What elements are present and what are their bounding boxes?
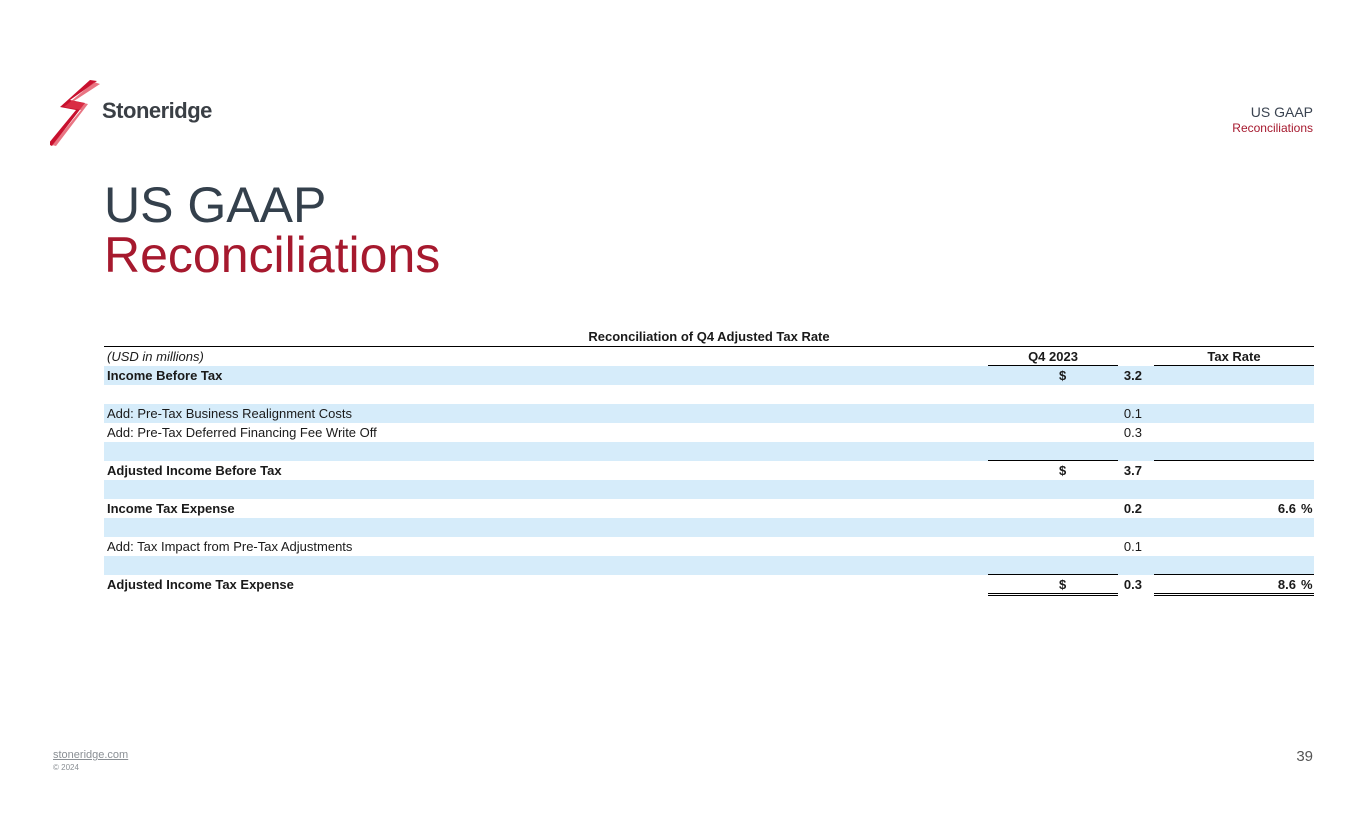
table-body xyxy=(104,366,1314,594)
footer-site-link[interactable]: stoneridge.com xyxy=(53,749,129,761)
column-header-q4: Q4 2023 xyxy=(1028,349,1078,364)
row-currency-symbol: $ xyxy=(1059,463,1067,478)
page-title-line2: Reconciliations xyxy=(104,227,441,283)
total-double-underline-tax xyxy=(1154,593,1314,596)
row-label: Income Before Tax xyxy=(107,368,223,383)
table-row xyxy=(104,385,1314,404)
row-label: Income Tax Expense xyxy=(107,501,235,516)
stoneridge-logo xyxy=(50,78,210,148)
table-title: Reconciliation of Q4 Adjusted Tax Rate xyxy=(588,329,830,344)
subtotal-line-q4 xyxy=(988,460,1118,461)
row-tax-rate-value: 6.6 xyxy=(1277,501,1296,516)
section-tag-line2: Reconciliations xyxy=(1232,121,1313,135)
table-row xyxy=(104,499,1314,518)
row-label: Adjusted Income Tax Expense xyxy=(107,577,294,592)
total-topline-tax xyxy=(1154,574,1314,575)
row-q4-value: 0.2 xyxy=(1123,501,1142,516)
table-row xyxy=(104,575,1314,594)
row-tax-rate-value: 8.6 xyxy=(1277,577,1296,592)
total-double-underline-q4 xyxy=(988,593,1118,596)
table-header-row xyxy=(104,346,1314,366)
row-percent-sign: % xyxy=(1301,577,1313,592)
section-tag-line1: US GAAP xyxy=(1250,104,1313,120)
table-row xyxy=(104,423,1314,442)
header-underline-q4 xyxy=(988,365,1118,366)
row-label: Add: Tax Impact from Pre-Tax Adjustments xyxy=(107,539,353,554)
row-q4-value: 0.3 xyxy=(1123,425,1142,440)
table-row xyxy=(104,537,1314,556)
stoneridge-s-logo-icon xyxy=(50,78,110,148)
row-q4-value: 0.1 xyxy=(1123,406,1142,421)
section-tag xyxy=(1232,104,1313,136)
unit-label: (USD in millions) xyxy=(107,349,204,364)
header-underline-tax xyxy=(1154,365,1314,366)
table-row xyxy=(104,404,1314,423)
table-row xyxy=(104,366,1314,385)
row-currency-symbol: $ xyxy=(1059,368,1067,383)
page-title xyxy=(104,177,441,283)
row-percent-sign: % xyxy=(1301,501,1313,516)
table-row xyxy=(104,518,1314,537)
table-row xyxy=(104,442,1314,461)
page-number: 39 xyxy=(1296,748,1313,765)
row-label: Adjusted Income Before Tax xyxy=(107,463,282,478)
table-row xyxy=(104,480,1314,499)
row-q4-value: 3.2 xyxy=(1123,368,1142,383)
footer-copyright: © 2024 xyxy=(53,763,79,772)
row-label: Add: Pre-Tax Deferred Financing Fee Write Off xyxy=(107,425,377,440)
column-header-tax-rate: Tax Rate xyxy=(1207,349,1261,364)
row-q4-value: 3.7 xyxy=(1123,463,1142,478)
table-row xyxy=(104,556,1314,575)
page-title-line1: US GAAP xyxy=(104,177,327,233)
row-currency-symbol: $ xyxy=(1059,577,1067,592)
row-q4-value: 0.1 xyxy=(1123,539,1142,554)
table-row xyxy=(104,461,1314,480)
total-topline-q4 xyxy=(988,574,1118,575)
footer-left xyxy=(53,749,128,772)
logo-wordmark: Stoneridge xyxy=(102,98,212,123)
reconciliation-table xyxy=(104,327,1314,594)
row-label: Add: Pre-Tax Business Realignment Costs xyxy=(107,406,352,421)
subtotal-line-tax xyxy=(1154,460,1314,461)
row-q4-value: 0.3 xyxy=(1123,577,1142,592)
